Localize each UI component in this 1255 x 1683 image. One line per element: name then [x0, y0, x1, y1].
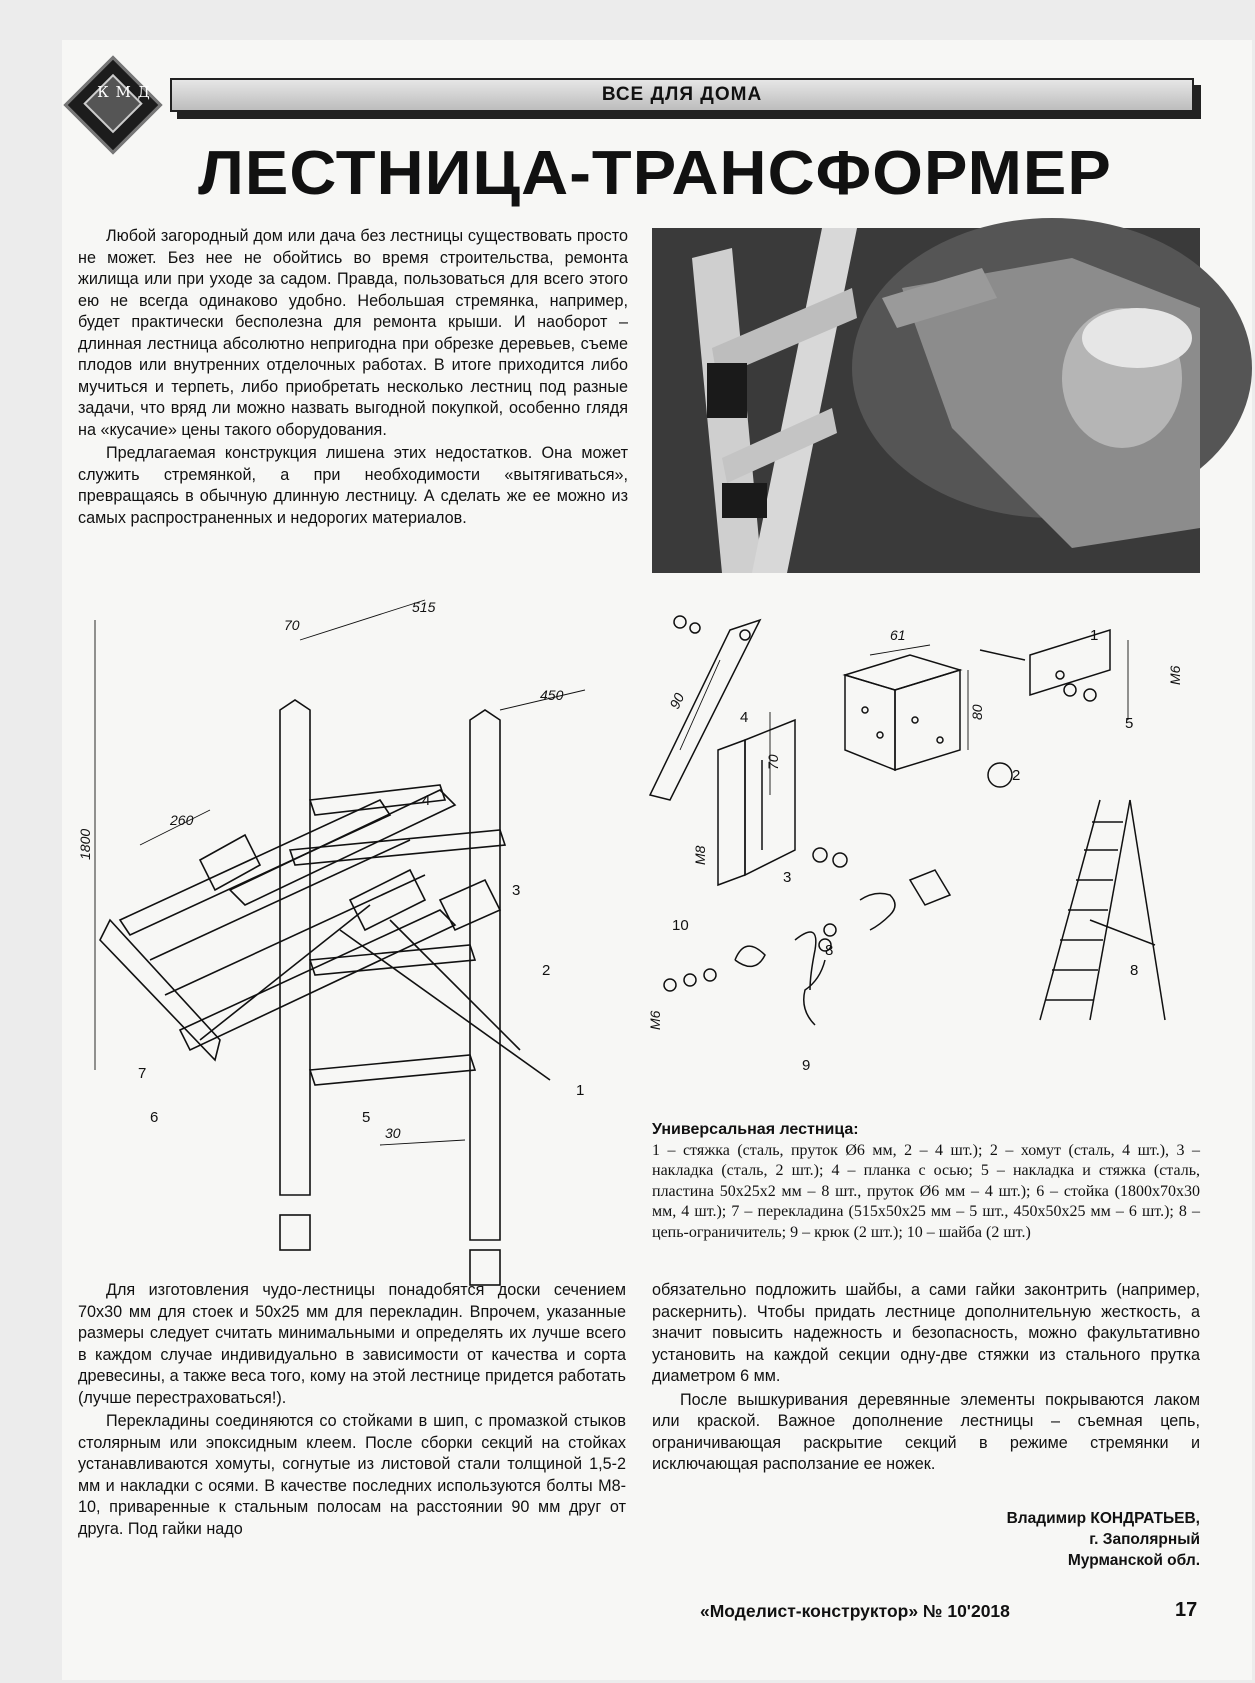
author-city: г. Заполярный [1089, 1531, 1200, 1548]
dim-515: 515 [412, 599, 436, 615]
dim-1800: 1800 [77, 828, 93, 860]
body-right-paragraph-1: обязательно подложить шайбы, а сами гайки законтрить (например, раскернить). Чтобы придать лестнице дополнительную жесткость, а значит повысить надежность и безопасность, можно факультативно установить на каждой секции одну-две стяжки из стального прутка диаметром 6 мм. [652, 1281, 1200, 1385]
body-right-column [652, 1280, 1200, 1476]
dim-260: 260 [170, 812, 194, 828]
intro-paragraph-1: Любой загородный дом или дача без лестницы существовать просто не может. Без нее не обойтись во время строительства, ремонта жилища или при уходе за садом. Правда, пользоваться для всего этого ею не всегда одинаково удобно. Небольшая стремянка, например, будет практически бесполезна для ремонта крыши. И наоборот – длинная лестница абсолютно непригодна при обрезке деревьев, съеме плодов или внутренних отделочных работах. В итоге приходится либо мучиться и терпеть, либо приобретать несколько лестниц под разные задачи, что вряд ли можно назвать выгодной покупкой, особенно глядя на «кусачие» цены такого оборудования. [78, 227, 628, 439]
dim-70-plate: 70 [765, 754, 781, 770]
magazine-footer: «Моделист-конструктор» № 10'2018 [700, 1601, 1010, 1621]
figure-caption [652, 1120, 1200, 1243]
part-label-3: 3 [512, 882, 521, 899]
parts-detail-drawing [647, 600, 1205, 1120]
article-title: ЛЕСТНИЦА-ТРАНСФОРМЕР [198, 139, 1112, 208]
rubric-bar [170, 78, 1194, 112]
detail-label-1: 1 [1090, 627, 1099, 644]
ladder-photo [652, 228, 1200, 573]
dim-450: 450 [540, 687, 564, 703]
page-number: 17 [1175, 1599, 1198, 1621]
detail-label-10: 10 [672, 917, 689, 934]
detail-label-8-ladder: 8 [1130, 962, 1139, 979]
dim-m6-bottom: М6 [647, 1010, 663, 1030]
detail-label-8: 8 [825, 942, 834, 959]
body-left-column [78, 1280, 626, 1540]
dim-30: 30 [385, 1125, 401, 1141]
detail-label-5: 5 [1125, 715, 1134, 732]
detail-label-9: 9 [802, 1057, 811, 1074]
body-right-paragraph-2: После вышкуривания деревянные элементы покрываются лаком или краской. Важное дополнение лестницы – съемная цепь, ограничивающая раскрытие секций в режиме стремянки и исключающая расползание ее ножек. [652, 1390, 1200, 1473]
detail-label-2-circle: 2 [1012, 767, 1021, 784]
logo-text: К М Д [97, 83, 151, 101]
detail-label-3: 3 [783, 869, 792, 886]
main-assembly-drawing [77, 599, 660, 1250]
intro-column [78, 226, 628, 529]
intro-paragraph-2: Предлагаемая конструкция лишена этих недостатков. Она может служить стремянкой, а при необходимости «вытягиваться», превращаясь в обычную длинную лестницу. А сделать же ее можно из самых распространенных и недорогих материалов. [78, 444, 628, 527]
part-label-2: 2 [542, 962, 551, 979]
part-label-1: 1 [576, 1082, 585, 1099]
body-left-paragraph-2: Перекладины соединяются со стойками в шип, с промазкой стыков столярным или эпоксидным клеем. После сборки секций на стойках устанавливаются хомуты, согнутые из листовой стали толщиной 1,5-2 мм и накладки с осями. В качестве последних используются болты М8-10, приваренные к стальным полосам на расстоянии 90 мм друг от друга. Под гайки надо [78, 1412, 626, 1538]
dim-m6-top: М6 [1167, 665, 1183, 685]
dim-m8: М8 [692, 845, 708, 865]
part-label-7: 7 [138, 1065, 147, 1082]
dim-80: 80 [969, 704, 985, 720]
detail-label-4: 4 [740, 709, 749, 726]
author-region: Мурманской обл. [1067, 1552, 1200, 1569]
body-left-paragraph-1: Для изготовления чудо-лестницы понадобятся доски сечением 70х30 мм для стоек и 50х25 мм для перекладин. Впрочем, указанные размеры следует считать минимальными и определять их лучше всего в каждом случае индивидуально в зависимости от качества и сорта древесины, а также веса того, кому на этой лестнице придется работать (лучше перестраховаться!). [78, 1281, 626, 1407]
part-label-5: 5 [362, 1109, 371, 1126]
caption-text: 1 – стяжка (сталь, пруток Ø6 мм, 2 – 4 шт.); 2 – хомут (сталь, 4 шт.), 3 – накладка (сталь, 2 шт.); 4 – планка с осью; 5 – накладка и стяжка (сталь, пластина 50х25х2 мм – 8 шт., пруток Ø6 мм – 4 шт.); 6 – стойка (1800х70х30 мм, 4 шт.); 7 – перекладина (515х50х25 мм – 5 шт., 450х50х25 мм – 6 шт.); 8 – цепь-ограничитель; 9 – крюк (2 шт.); 10 – шайба (2 шт.) [652, 1141, 1200, 1241]
dim-90: 90 [666, 690, 688, 712]
author-name: Владимир КОНДРАТЬЕВ, [1006, 1510, 1200, 1527]
part-label-4: 4 [422, 792, 431, 809]
dim-70: 70 [284, 617, 300, 633]
part-label-6: 6 [150, 1109, 159, 1126]
dim-61: 61 [890, 627, 906, 643]
author-block [860, 1508, 1200, 1571]
rubric-label: ВСЕ ДЛЯ ДОМА [601, 84, 763, 105]
caption-title: Универсальная лестница: [652, 1121, 859, 1138]
